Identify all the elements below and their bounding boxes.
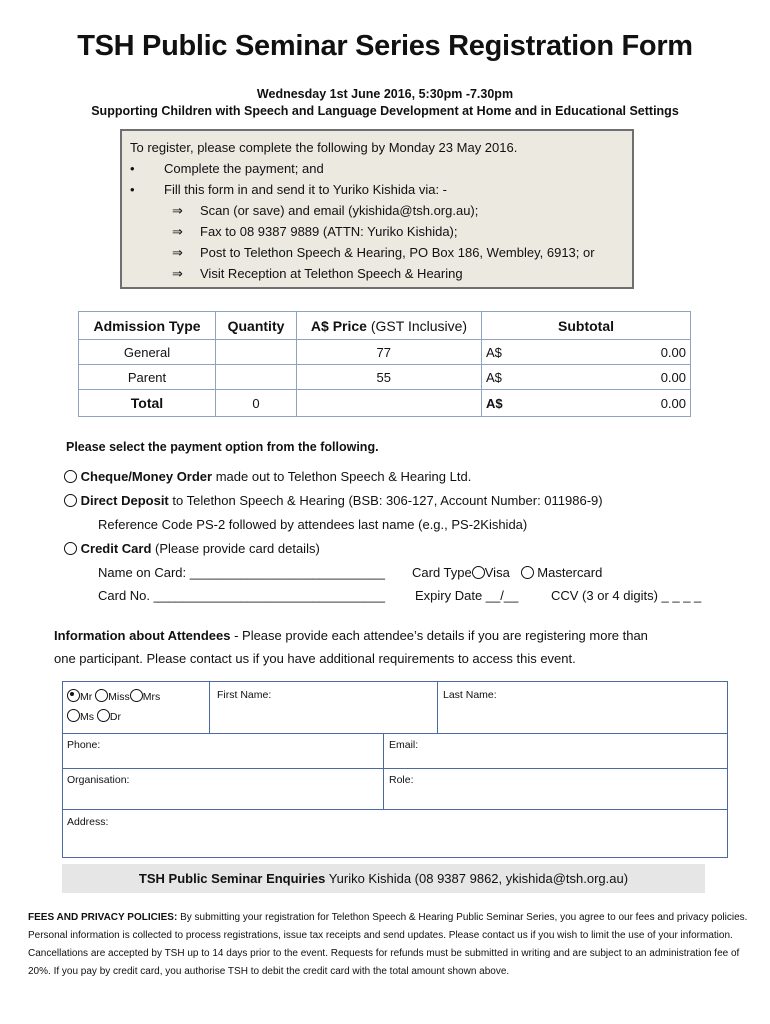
submit-method-reception: Visit Reception at Telethon Speech & Hearing xyxy=(200,266,463,281)
option-credit-card[interactable] xyxy=(64,541,320,556)
card-type-label: Card Type xyxy=(412,565,472,580)
total-subtotal xyxy=(482,390,691,417)
cheque-label: Cheque/Money Order xyxy=(80,469,213,484)
attendees-heading-text: - Please provide each attendee’s details if you are registering more than xyxy=(230,628,648,643)
page-title: TSH Public Seminar Series Registration Form xyxy=(77,30,693,62)
title-ms-label: Ms xyxy=(80,711,94,723)
event-subtitle: Supporting Children with Speech and Language Development at Home and in Educational Settings xyxy=(91,104,679,118)
title-miss-radio[interactable] xyxy=(95,689,108,702)
divider xyxy=(383,733,384,809)
divider xyxy=(63,809,727,810)
price-table xyxy=(78,311,691,417)
arrow-icon: ⇒ xyxy=(172,266,183,281)
arrow-icon: ⇒ xyxy=(172,203,183,218)
title-mrs-label: Mrs xyxy=(142,691,161,703)
deposit-radio[interactable] xyxy=(64,494,77,507)
row-type: General xyxy=(79,340,216,365)
enquiries-contact: Yuriko Kishida (08 9387 9862, ykishida@tsh.org.au) xyxy=(325,871,629,886)
option-direct-deposit[interactable] xyxy=(64,493,603,508)
row-price: 77 xyxy=(297,340,482,365)
deposit-label: Direct Deposit xyxy=(80,493,169,508)
header-admission-type: Admission Type xyxy=(79,312,216,340)
subtotal-value: 0.00 xyxy=(660,369,686,385)
currency-label: A$ xyxy=(486,395,503,411)
total-quantity: 0 xyxy=(216,390,297,417)
mastercard-radio[interactable] xyxy=(521,566,534,579)
card-type-group xyxy=(412,565,602,580)
arrow-icon: ⇒ xyxy=(172,224,183,239)
visa-label: Visa xyxy=(484,565,510,580)
total-row xyxy=(79,390,691,417)
option-cheque[interactable] xyxy=(64,469,471,484)
instruction-bullet: Fill this form in and send it to Yuriko Kishida via: - xyxy=(164,182,447,197)
instructions-intro: To register, please complete the following by Monday 23 May 2016. xyxy=(130,140,518,155)
title-mr-label: Mr xyxy=(80,691,93,703)
title-options xyxy=(63,682,209,732)
title-dr-radio[interactable] xyxy=(97,709,110,722)
address-field[interactable]: Address: xyxy=(67,816,109,828)
bullet-icon: • xyxy=(130,161,135,176)
credit-card-radio[interactable] xyxy=(64,542,77,555)
credit-card-detail: (Please provide card details) xyxy=(151,541,320,556)
row-quantity-input[interactable] xyxy=(216,365,297,390)
expiry-date-field[interactable]: Expiry Date __/__ xyxy=(415,588,519,603)
row-price: 55 xyxy=(297,365,482,390)
first-name-field[interactable]: First Name: xyxy=(217,689,272,701)
cheque-detail: made out to Telethon Speech & Hearing Ltd. xyxy=(212,469,472,484)
currency-label: A$ xyxy=(486,344,502,360)
table-row xyxy=(79,340,691,365)
last-name-field[interactable]: Last Name: xyxy=(443,689,497,701)
card-number-field[interactable]: Card No. ________________________________ xyxy=(98,588,385,603)
email-field[interactable]: Email: xyxy=(389,739,419,751)
currency-label: A$ xyxy=(486,369,502,385)
visa-radio[interactable] xyxy=(472,566,485,579)
title-miss-label: Miss xyxy=(108,691,130,703)
enquiries-bar xyxy=(62,864,705,893)
subtotal-value: 0.00 xyxy=(660,344,686,360)
deposit-reference: Reference Code PS-2 followed by attendees last name (e.g., PS-2Kishida) xyxy=(98,517,528,532)
title-mrs-radio[interactable] xyxy=(130,689,143,702)
divider xyxy=(437,682,438,733)
header-price-label: A$ Price xyxy=(310,317,367,334)
deposit-detail: to Telethon Speech & Hearing (BSB: 306-127, Account Number: 011986-9) xyxy=(168,493,603,508)
attendees-heading-bold: Information about Attendees xyxy=(54,628,231,643)
header-quantity: Quantity xyxy=(216,312,297,340)
title-mr-radio[interactable] xyxy=(67,689,80,702)
fees-privacy-policy xyxy=(28,909,750,981)
fees-heading: FEES AND PRIVACY POLICIES: xyxy=(28,912,178,923)
header-price-note: (GST Inclusive) xyxy=(370,317,468,334)
credit-card-label: Credit Card xyxy=(80,541,152,556)
instruction-bullet: Complete the payment; and xyxy=(164,161,324,176)
row-subtotal xyxy=(482,365,691,390)
total-value: 0.00 xyxy=(660,395,686,411)
phone-field[interactable]: Phone: xyxy=(67,739,101,751)
total-price-empty xyxy=(297,390,482,417)
role-field[interactable]: Role: xyxy=(389,774,414,786)
header-price xyxy=(297,312,482,340)
bullet-icon: • xyxy=(130,182,135,197)
header-subtotal: Subtotal xyxy=(482,312,691,340)
attendee-details-form xyxy=(62,681,728,858)
row-subtotal xyxy=(482,340,691,365)
organisation-field[interactable]: Organisation: xyxy=(67,774,130,786)
submit-method-fax: Fax to 08 9387 9889 (ATTN: Yuriko Kishida); xyxy=(200,224,458,239)
row-quantity-input[interactable] xyxy=(216,340,297,365)
attendees-heading-line2: one participant. Please contact us if you have additional requirements to access this event. xyxy=(54,651,576,666)
title-ms-radio[interactable] xyxy=(67,709,80,722)
title-dr-label: Dr xyxy=(109,711,122,723)
price-table-header xyxy=(79,312,691,340)
row-type: Parent xyxy=(79,365,216,390)
name-on-card-field[interactable]: Name on Card: ___________________________ xyxy=(98,565,385,580)
mastercard-label: Mastercard xyxy=(537,565,603,580)
ccv-field[interactable]: CCV (3 or 4 digits) _ _ _ _ xyxy=(551,588,702,603)
cheque-radio[interactable] xyxy=(64,470,77,483)
table-row xyxy=(79,365,691,390)
submit-method-email: Scan (or save) and email (ykishida@tsh.org.au); xyxy=(200,203,479,218)
event-date: Wednesday 1st June 2016, 5:30pm -7.30pm xyxy=(256,87,514,101)
attendees-heading xyxy=(54,628,648,643)
payment-heading: Please select the payment option from the following. xyxy=(66,440,379,454)
submit-method-post: Post to Telethon Speech & Hearing, PO Box 186, Wembley, 6913; or xyxy=(200,245,595,260)
arrow-icon: ⇒ xyxy=(172,245,183,260)
divider xyxy=(209,682,210,733)
fees-text: By submitting your registration for Telethon Speech & Hearing Public Seminar Series, you agree to our fees and privacy policies. Personal information is collected to process registrations, issue tax receipts and send updates. Please contact us if you wish to limit the use of your information. Cancellations are accepted by TSH up to 14 days prior to the event. Requests for refunds must be submitted in writing and are subject to an administration fee of 20%. If you pay by credit card, you authorise TSH to debit the credit card with the total amount shown above. xyxy=(28,912,748,977)
total-label: Total xyxy=(79,390,216,417)
enquiries-label: TSH Public Seminar Enquiries xyxy=(138,871,326,886)
instructions-box xyxy=(120,129,634,289)
